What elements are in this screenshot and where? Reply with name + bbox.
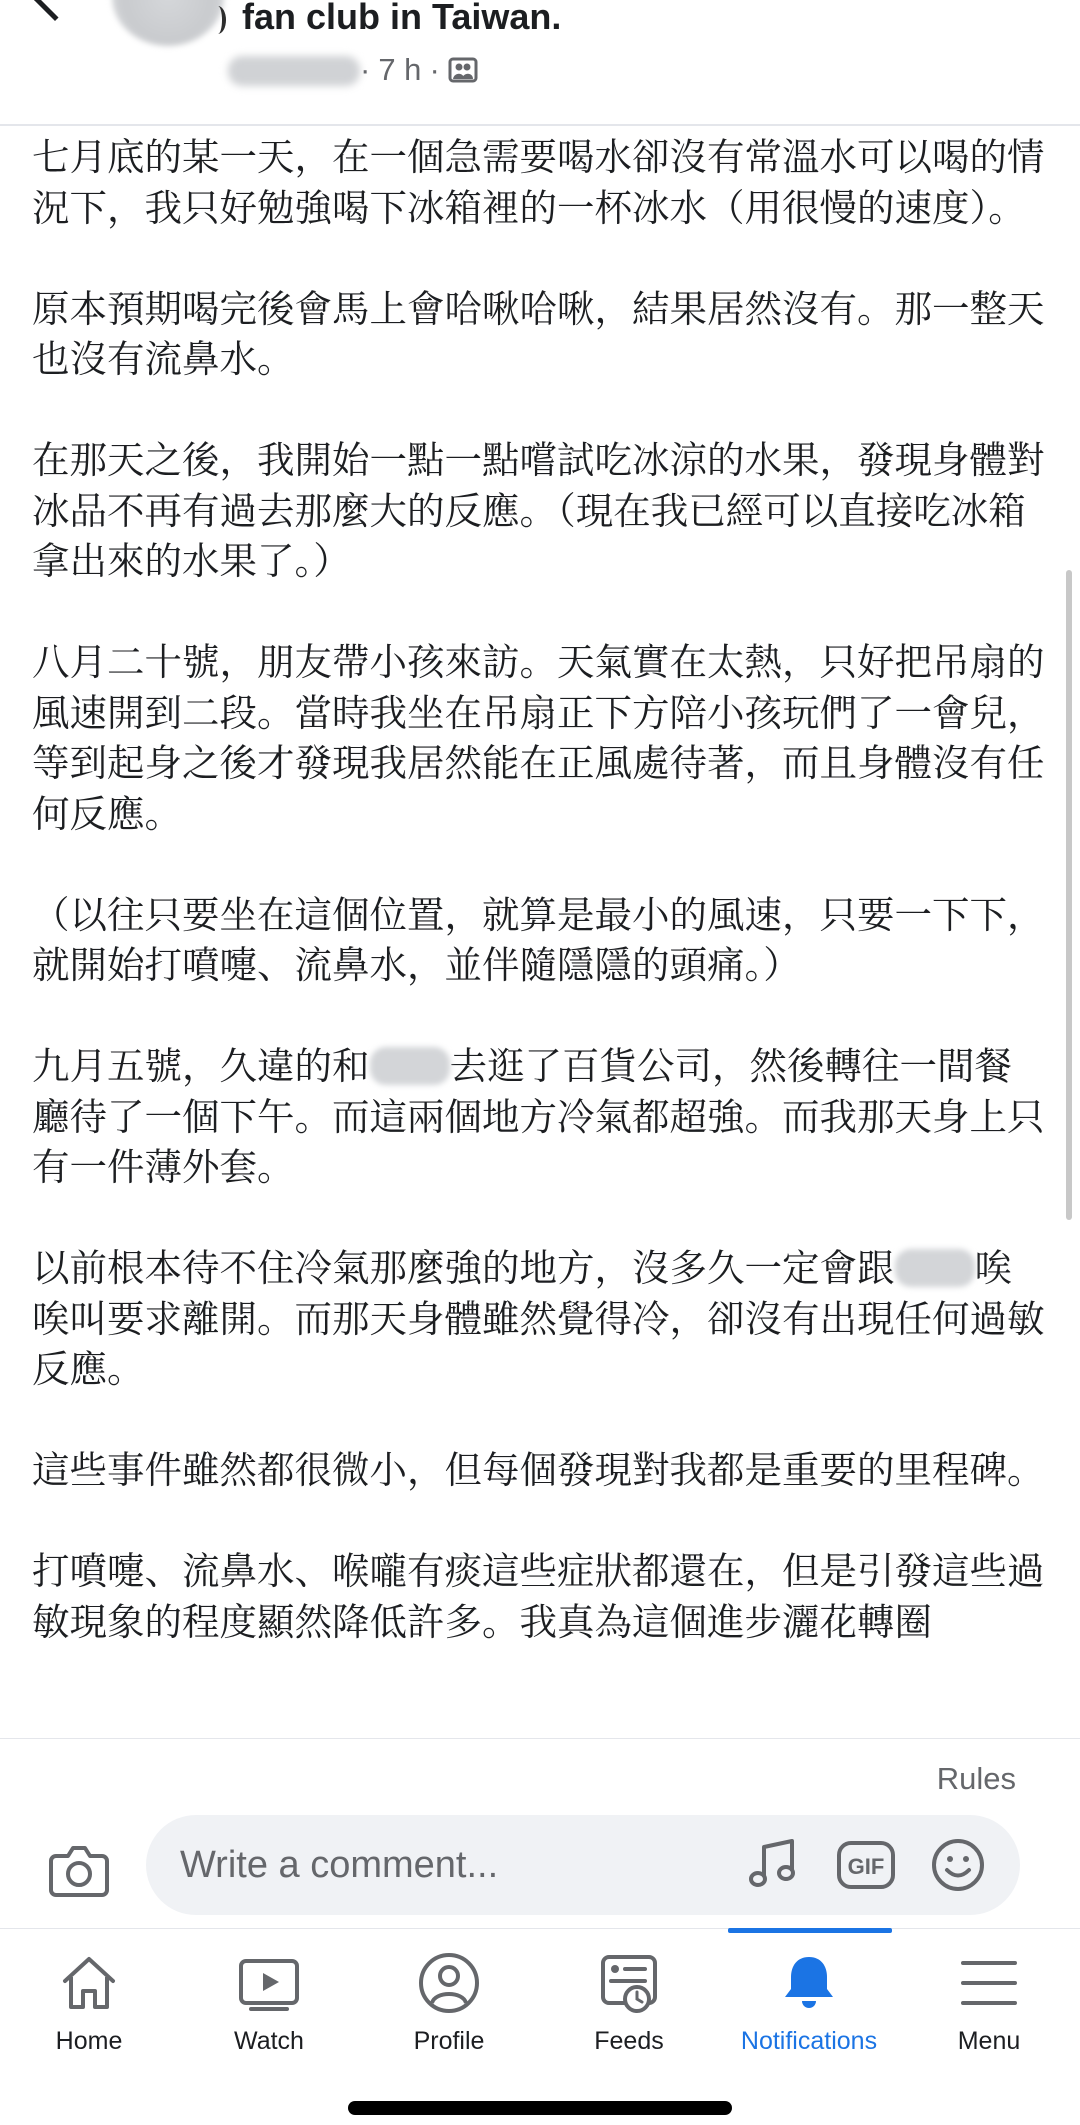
paragraph: 打噴嚏、流鼻水、喉嚨有痰這些症狀都還在，但是引發這些過敏現象的程度顯然降低許多。我真為這個進步灑花轉圈 (32, 1549, 1045, 1644)
nav-label: Feeds (594, 2027, 664, 2055)
feeds-icon (597, 1951, 661, 2015)
redacted-name (895, 1249, 975, 1287)
comment-box[interactable] (146, 1815, 1020, 1915)
nav-label: Watch (234, 2027, 304, 2055)
redacted-name (370, 1047, 450, 1085)
paragraph: 在那天之後，我開始一點一點嚐試吃冰涼的水果，發現身體對冰品不再有過去那麼大的反應。（現在我已經可以直接吃冰箱拿出來的水果了。） (32, 438, 1045, 583)
rules-link[interactable]: Rules (936, 1761, 1016, 1796)
author-name-redacted[interactable] (228, 56, 360, 86)
avatar-ring (210, 6, 226, 34)
paragraph: 八月二十號，朋友帶小孩來訪。天氣實在太熱，只好把吊扇的風速開到二段。當時我坐在吊扇正下方陪小孩玩們了一會兒，等到起身之後才發現我居然能在正風處待著，而且身體沒有任何反應。 (32, 640, 1045, 836)
nav-label: Menu (957, 2027, 1021, 2055)
meta-dot: · (429, 52, 440, 87)
nav-label: Notifications (740, 2027, 878, 2055)
gif-icon[interactable] (836, 1837, 892, 1893)
nav-profile[interactable] (359, 1951, 539, 2061)
home-icon (57, 1951, 121, 2015)
scrollbar[interactable] (1066, 570, 1072, 1220)
home-indicator[interactable] (348, 2101, 732, 2115)
nav-feeds[interactable] (539, 1951, 719, 2061)
emoji-icon[interactable] (930, 1837, 986, 1893)
paragraph: （以往只要坐在這個位置，就算是最小的風速，只要一下下，就開始打噴嚏、流鼻水，並伴隨隱隱的頭痛。） (32, 892, 1045, 987)
paragraph-text: 唉唉叫要求離開。而那天身體雖然覺得冷，卻沒有出現任何過敏反應。 (32, 1246, 1045, 1391)
camera-icon[interactable] (48, 1842, 110, 1898)
post-body (32, 132, 1048, 1738)
nav-label: Home (55, 2027, 123, 2055)
paragraph-text: 以前根本待不住冷氣那麼強的地方，沒多久一定會跟 (32, 1246, 895, 1290)
nav-watch[interactable] (179, 1951, 359, 2061)
post-time[interactable]: 7 h (378, 52, 422, 87)
group-photo-icon[interactable] (448, 55, 478, 85)
nav-label: Profile (413, 2027, 485, 2055)
paragraph (32, 1041, 1048, 1193)
paragraph: 七月底的某一天，在一個急需要喝水卻沒有常溫水可以喝的情況下，我只好勉強喝下冰箱裡的一杯冰水（用很慢的速度）。 (32, 135, 1045, 230)
paragraph-text: 九月五號，久違的和 (32, 1044, 370, 1088)
comment-input[interactable] (178, 1815, 738, 1915)
nav-menu[interactable] (899, 1951, 1079, 2061)
nav-home[interactable] (0, 1951, 179, 2061)
bell-icon (777, 1951, 841, 2015)
comment-area (0, 1738, 1080, 1928)
bottom-nav (0, 1928, 1080, 2125)
nav-notifications[interactable] (719, 1951, 899, 2061)
nav-active-indicator (728, 1928, 892, 1933)
svg-text:GIF: GIF (847, 1854, 885, 1879)
avatar[interactable] (112, 0, 224, 46)
post-title[interactable]: fan club in Taiwan. (242, 0, 562, 37)
paragraph (32, 1243, 1048, 1395)
music-note-icon[interactable] (746, 1837, 802, 1893)
menu-icon (957, 1951, 1021, 2015)
paragraph-text: 去逛了百貨公司，然後轉往一間餐廳待了一個下午。而這兩個地方冷氣都超強。而我那天身上只有一件薄外套。 (32, 1044, 1045, 1189)
post-meta (360, 52, 478, 88)
post-header (0, 0, 1080, 126)
paragraph: 這些事件雖然都很微小，但每個發現對我都是重要的里程碑。 (32, 1448, 1045, 1492)
profile-icon (417, 1951, 481, 2015)
watch-icon (237, 1951, 301, 2015)
paragraph: 原本預期喝完後會馬上會哈啾哈啾，結果居然沒有。那一整天也沒有流鼻水。 (32, 286, 1045, 381)
meta-dot: · (360, 52, 371, 87)
back-arrow-icon[interactable] (31, 0, 79, 21)
